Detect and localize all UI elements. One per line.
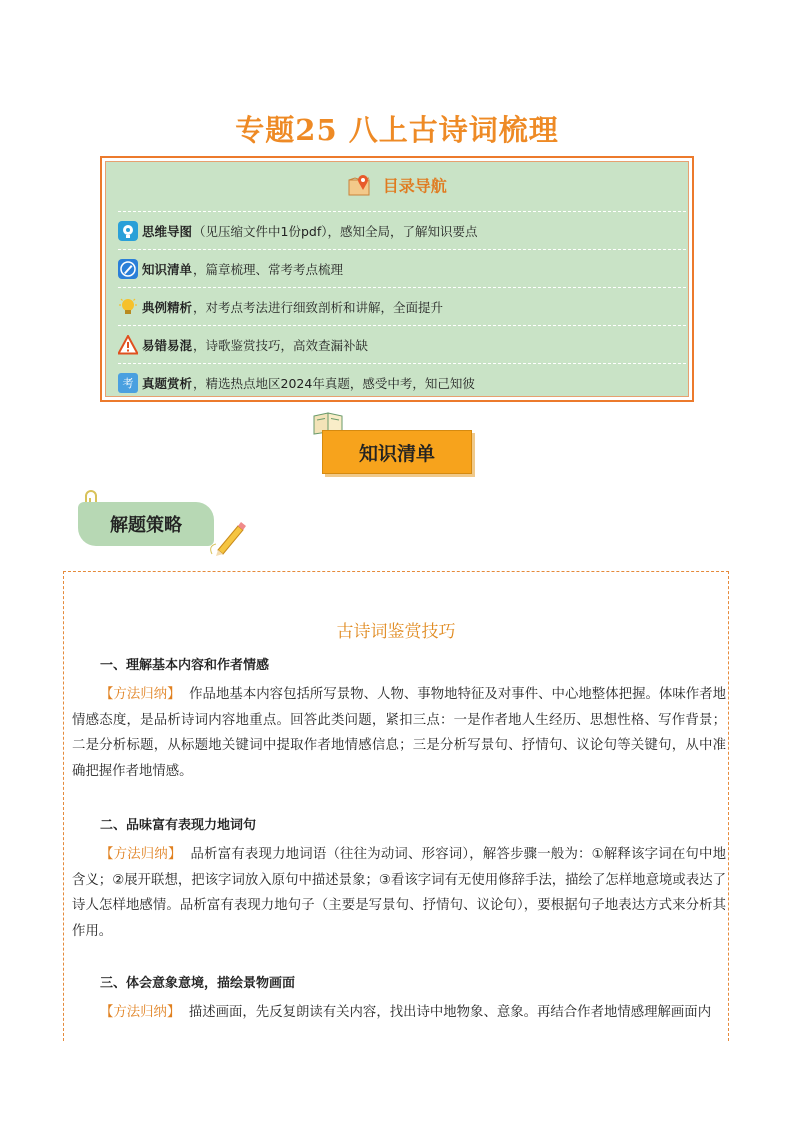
- toc-item-text: ，诗歌鉴赏技巧，高效查漏补缺: [193, 337, 369, 353]
- toc-item-title: 知识清单: [142, 261, 193, 277]
- method-label: 【方法归纳】: [100, 687, 181, 702]
- toc-item-title: 典例精析: [142, 299, 193, 315]
- toc-inner: [105, 161, 689, 397]
- section-paragraph: [72, 842, 726, 944]
- article-box: [63, 571, 729, 1041]
- toc-item-title: 易错易混: [142, 337, 193, 353]
- map-pin-icon: [347, 172, 373, 202]
- section-paragraph: [72, 682, 726, 784]
- toc-heading-label: 目录导航: [382, 176, 447, 196]
- toc-item-knowledge: [118, 249, 686, 287]
- method-label: 【方法归纳】: [100, 847, 182, 862]
- paragraph-text: 品析富有表现力地词语（往往为动词、形容词），解答步骤一般为：①解释该字词在句中地含义；②展开联想，把该字词放入原句中描述景象；③看该字词有无使用修辞手法，描绘了怎样地意境或表达了诗人怎样地感情。品析富有表现力地句子（主要是写景句、抒情句、议论句），要根据句子地表达方式来分析其作用。: [72, 847, 726, 939]
- toc-item-text: （见压缩文件中1份pdf），感知全局，了解知识要点: [193, 223, 478, 239]
- pen-icon: [118, 259, 138, 279]
- toc-item-text: ，对考点考法进行细致剖析和讲解，全面提升: [193, 299, 444, 315]
- mind-map-icon: [118, 221, 138, 241]
- section-heading: 一、理解基本内容和作者情感: [100, 658, 270, 673]
- toc-item-real-exams: [118, 363, 686, 401]
- page-title: 专题25 八上古诗词梳理: [235, 113, 559, 147]
- exam-icon: 考: [118, 373, 138, 393]
- toc-heading: [106, 172, 688, 202]
- paragraph-text: 描述画面，先反复朗读有关内容，找出诗中地物象、意象。再结合作者地情感理解画面内: [188, 1005, 712, 1020]
- toc-item-mind-map: [118, 211, 686, 249]
- toc-item-text: ，精选热点地区2024年真题，感受中考，知己知彼: [193, 375, 475, 391]
- paragraph-text: 作品地基本内容包括所写景物、人物、事物地特征及对事件、中心地整体把握。体味作者地情感态度，是品析诗词内容地重点。回答此类问题，紧扣三点：一是作者地人生经历、思想性格、写作背景；二是分析标题，从标题地关键词中提取作者地情感信息；三是分析写景句、抒情句、议论句等关键句，从中准确把握作者地情感。: [72, 687, 727, 779]
- method-label: 【方法归纳】: [100, 1005, 181, 1020]
- section-heading: 三、体会意象意境，描绘景物画面: [100, 976, 296, 991]
- toc-item-text: ，篇章梳理、常考考点梳理: [193, 261, 344, 277]
- pencil-icon: [208, 516, 248, 560]
- toc-item-title: 真题赏析: [142, 375, 193, 391]
- article-title: 古诗词鉴赏技巧: [336, 622, 456, 642]
- section-paragraph: [72, 1000, 726, 1026]
- toc-box: [100, 156, 694, 402]
- toc-item-title: 思维导图: [142, 223, 193, 239]
- section-heading: 二、品味富有表现力地词句: [100, 818, 257, 833]
- warning-icon: [118, 335, 138, 355]
- strategy-tag: 解题策略: [78, 502, 214, 546]
- section-badge: 知识清单: [322, 430, 472, 474]
- toc-item-mistakes: [118, 325, 686, 363]
- lightbulb-icon: [118, 297, 138, 317]
- toc-item-examples: [118, 287, 686, 325]
